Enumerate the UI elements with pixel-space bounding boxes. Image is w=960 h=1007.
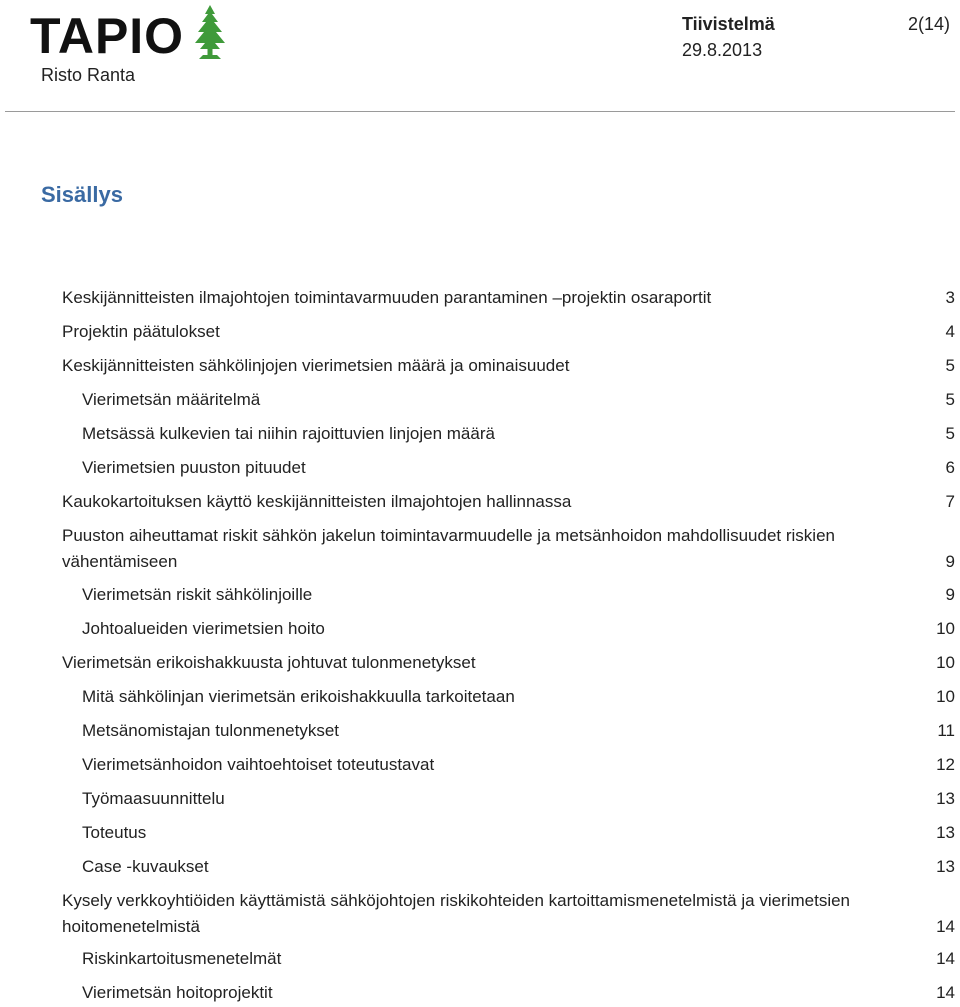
toc-entry-page: 10 [936,687,955,706]
toc-entry-title: Vierimetsän hoitoprojektit [82,983,273,1002]
toc-entry-page: 13 [936,789,955,808]
toc-entry-page: 11 [937,721,955,740]
page-number: 2(14) [908,14,951,34]
toc-entry-title: Metsässä kulkevien tai niihin rajoittuvien linjojen määrä [82,424,495,443]
toc-entry-title: Projektin päätulokset [62,322,220,341]
toc-entry[interactable] [62,889,955,939]
toc-entry-title: Case -kuvaukset [82,857,209,876]
toc-entry-page: 7 [945,492,955,511]
toc-entry-title-line2: vähentämiseen [62,552,178,571]
toc-entry-title: Vierimetsän määritelmä [82,390,261,409]
toc-entry-title: Toteutus [82,823,147,842]
toc-entry-title: Johtoalueiden vierimetsien hoito [82,619,325,638]
toc-entry-page: 13 [936,857,955,876]
toc-entry-title: Riskinkartoitusmenetelmät [82,949,282,968]
toc-entry-title: Vierimetsän riskit sähkölinjoille [82,585,313,604]
toc-entry-page: 10 [936,653,955,672]
toc-entry-title: Vierimetsänhoidon vaihtoehtoiset toteutustavat [82,755,435,774]
toc-entry-title-line1: Puuston aiheuttamat riskit sähkön jakelun toimintavarmuudelle ja metsänhoidon mahdollisuudet riskien [62,526,835,545]
toc-entry-title-line2: hoitomenetelmistä [62,917,200,936]
toc-entry-title: Metsänomistajan tulonmenetykset [82,721,340,740]
toc-entry-title-line1: Kysely verkkoyhtiöiden käyttämistä sähköjohtojen riskikohteiden kartoittamismenetelmistä ja vierimetsien [62,891,851,910]
toc-entry-page: 14 [936,949,955,968]
toc-entry-page: 3 [945,288,955,307]
toc-entry[interactable] [62,524,955,574]
toc-entry-page: 12 [936,755,955,774]
toc-entry-title: Vierimetsän erikoishakkuusta johtuvat tulonmenetykset [62,653,476,672]
toc-entry-title: Mitä sähkölinjan vierimetsän erikoishakkuulla tarkoitetaan [82,687,515,706]
toc-entry-title: Keskijännitteisten sähkölinjojen vierimetsien määrä ja ominaisuudet [62,356,570,375]
toc-entry-title: Keskijännitteisten ilmajohtojen toimintavarmuuden parantaminen –projektin osaraportit [62,288,712,307]
toc-entry-title: Kaukokartoituksen käyttö keskijännitteisten ilmajohtojen hallinnassa [62,492,572,511]
toc-entry-page: 14 [936,983,955,1002]
toc-entry-page: 5 [945,424,955,443]
author-name: Risto Ranta [41,65,136,85]
toc-entry-page: 5 [945,390,955,409]
toc-entry-title: Vierimetsien puuston pituudet [82,458,306,477]
toc-entry-page: 4 [945,322,955,341]
tree-icon [193,5,227,61]
document-type: Tiivistelmä [682,14,775,34]
toc-entry-page: 10 [936,619,955,638]
toc-entry-page: 6 [945,458,955,477]
toc-entry-page: 5 [945,356,955,375]
toc-entry-page: 14 [936,917,955,936]
document-date: 29.8.2013 [682,40,763,60]
logo-text: TAPIO [30,8,185,64]
toc-title: Sisällys [41,182,123,207]
header-divider [5,111,955,112]
tapio-logo [30,5,230,63]
toc-entry-page: 13 [936,823,955,842]
toc-entry-page: 9 [945,552,955,571]
toc-entry-title: Työmaasuunnittelu [82,789,225,808]
toc-entry-page: 9 [945,585,955,604]
